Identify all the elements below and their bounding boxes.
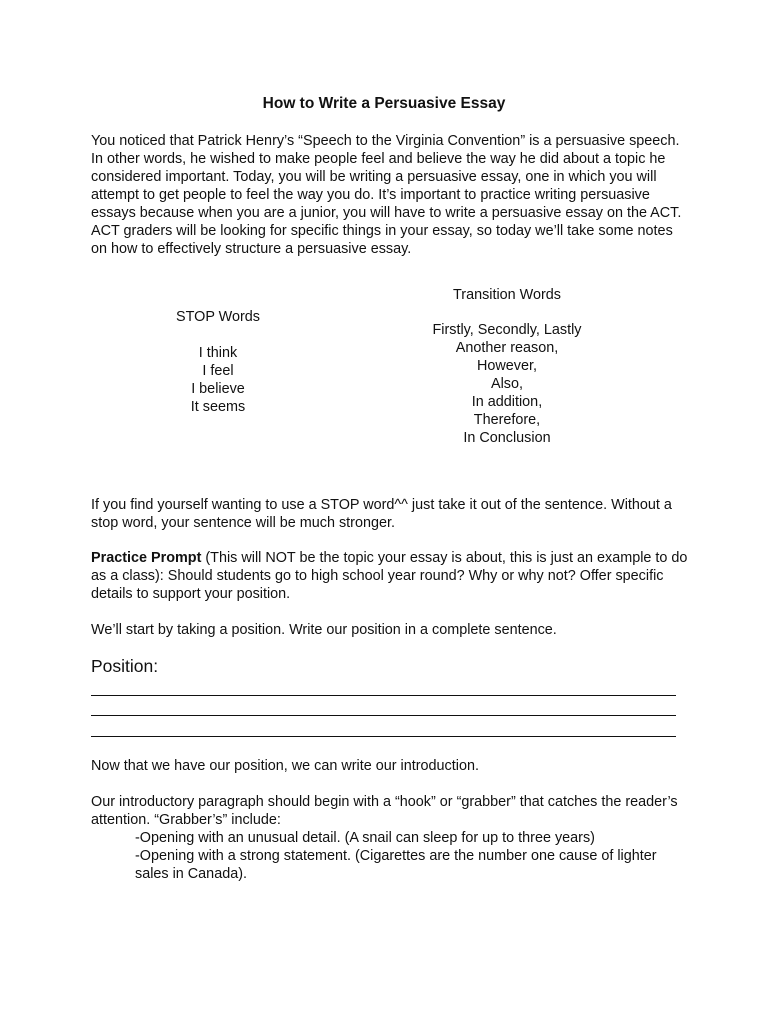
stop-word-item: I believe xyxy=(191,381,245,397)
answer-line xyxy=(91,715,676,716)
stop-words-heading: STOP Words xyxy=(176,309,260,325)
transition-word-item: In addition, xyxy=(471,394,543,410)
hook-text: Our introductory paragraph should begin with a “hook” or “grabber” that catches the reader’s attention. “Grabber’s” include: xyxy=(91,794,678,828)
stop-word-item: I feel xyxy=(202,363,234,379)
position-label: Position: xyxy=(91,656,159,676)
transition-word-item: Also, xyxy=(491,376,523,392)
transition-word-item: In Conclusion xyxy=(463,430,551,446)
transition-word-item: Firstly, Secondly, Lastly xyxy=(432,322,582,338)
transition-word-item: However, xyxy=(477,358,537,374)
practice-prompt-text: (This will NOT be the topic your essay is about, this is just an example to do as a class): Should students go to high school year round? Why or why not? Offer specific details to support your position. xyxy=(91,550,688,602)
intro-paragraph: You noticed that Patrick Henry’s “Speech to the Virginia Convention” is a persuasive speech. In other words, he wished to make people feel and believe the way he did about a topic he considered important. Today, you will be writing a persuasive essay, one in which you will attempt to get people to feel the way you do. It’s important to practice writing persuasive essays because when you are a junior, you will have to write a persuasive essay on the ACT. ACT graders will be looking for specific things in your essay, so today we’ll take some notes on how to effectively structure a persuasive essay. xyxy=(91,133,682,257)
practice-prompt-label: Practice Prompt xyxy=(91,550,202,566)
transition-words-heading: Transition Words xyxy=(453,287,561,303)
stop-word-item: It seems xyxy=(190,399,246,415)
position-instruction: We’ll start by taking a position. Write our position in a complete sentence. xyxy=(91,622,557,638)
hook-paragraph xyxy=(91,793,691,883)
hook-example: -Opening with an unusual detail. (A snail can sleep for up to three years) xyxy=(135,830,595,846)
hook-example: -Opening with a strong statement. (Cigarettes are the number one cause of lighter sales in Canada). xyxy=(135,848,657,882)
practice-prompt xyxy=(91,549,691,603)
page-title: How to Write a Persuasive Essay xyxy=(262,95,506,112)
stop-word-item: I think xyxy=(198,345,238,361)
introduction-transition: Now that we have our position, we can write our introduction. xyxy=(91,758,479,774)
transition-word-item: Another reason, xyxy=(455,340,559,356)
transition-words-column xyxy=(402,286,612,447)
transition-word-item: Therefore, xyxy=(473,412,541,428)
stop-word-note: If you find yourself wanting to use a STOP word^^ just take it out of the sentence. Without a stop word, your sentence will be much stronger. xyxy=(91,497,672,531)
answer-line xyxy=(91,736,676,737)
stop-words-column xyxy=(138,308,298,416)
answer-line xyxy=(91,695,676,696)
